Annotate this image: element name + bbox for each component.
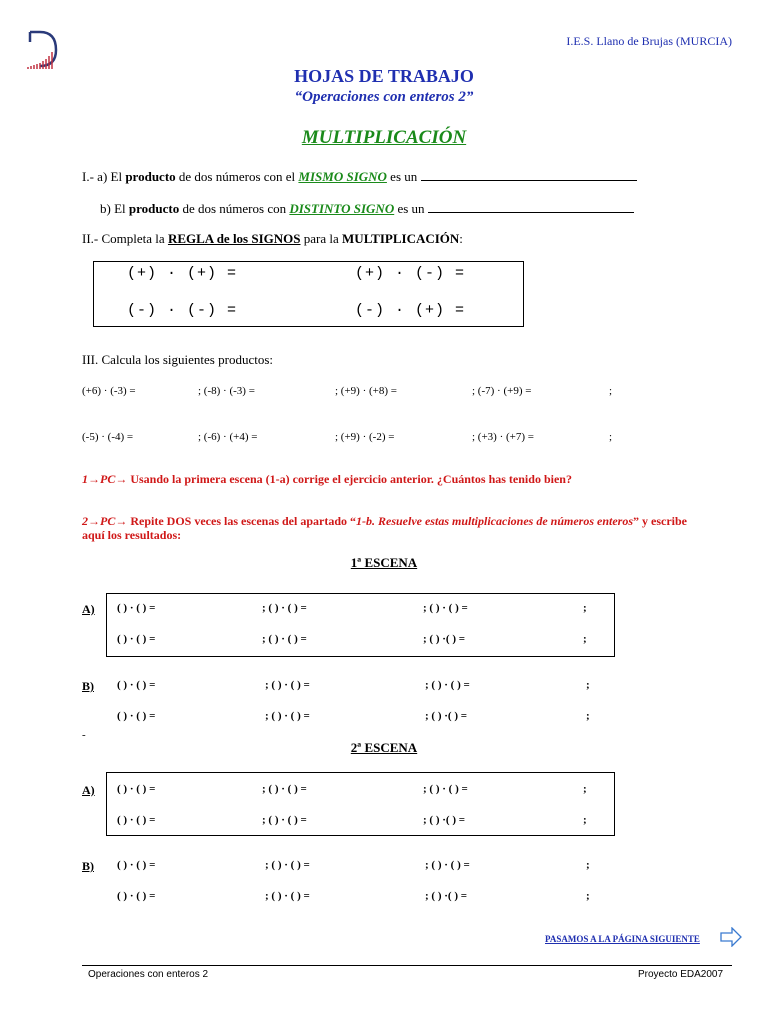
product-item[interactable]: ; (-8) · (-3) = xyxy=(198,385,255,397)
answer-cell[interactable]: ; ( ) · ( ) = xyxy=(265,679,310,691)
label-b: B) xyxy=(82,859,94,873)
answer-cell[interactable]: ; ( ) ·( ) = xyxy=(423,814,466,826)
label-b: B) xyxy=(82,679,94,693)
product-item[interactable]: (+6) · (-3) = xyxy=(82,385,136,397)
answer-cell[interactable]: ; ( ) · ( ) = xyxy=(265,890,310,902)
answer-blank[interactable] xyxy=(428,201,634,213)
answer-cell[interactable]: ( ) · ( ) = xyxy=(117,710,156,722)
footer-right: Proyecto EDA2007 xyxy=(638,969,724,980)
escena-2-title: 2ª ESCENA xyxy=(350,740,418,755)
answer-cell[interactable]: ( ) · ( ) = xyxy=(117,890,156,902)
product-item[interactable]: ; (-7) · (+9) = xyxy=(472,385,532,397)
separator: ; xyxy=(586,679,590,691)
rule-item[interactable]: (-) · (+) = xyxy=(355,302,466,319)
question-2: II.- Completa la REGLA de los SIGNOS para la MULTIPLICACIÓN: xyxy=(82,231,463,246)
answer-cell[interactable]: ; ( ) · ( ) = xyxy=(262,633,307,645)
answer-blank[interactable] xyxy=(421,169,637,181)
separator: ; xyxy=(609,431,613,443)
stray-mark: - xyxy=(82,729,86,741)
separator: ; xyxy=(586,710,590,722)
separator: ; xyxy=(583,633,587,645)
answer-cell[interactable]: ; ( ) · ( ) = xyxy=(265,859,310,871)
answer-cell[interactable]: ( ) · ( ) = xyxy=(117,602,156,614)
answer-cell[interactable]: ; ( ) · ( ) = xyxy=(262,783,307,795)
next-page-link[interactable]: PASAMOS A LA PÁGINA SIGUIENTE xyxy=(545,934,700,944)
answer-cell[interactable]: ( ) · ( ) = xyxy=(117,783,156,795)
rule-item[interactable]: (+) · (+) = xyxy=(127,265,238,282)
answer-cell[interactable]: ( ) · ( ) = xyxy=(117,633,156,645)
answer-cell[interactable]: ; ( ) · ( ) = xyxy=(262,602,307,614)
label-a: A) xyxy=(82,783,95,797)
product-item[interactable]: ; (+3) · (+7) = xyxy=(472,431,534,443)
separator: ; xyxy=(583,602,587,614)
pc-instruction-2: 2→PC→ Repite DOS veces las escenas del apartado “1-b. Resuelve estas multiplicaciones de números enteros” y escribe aquí los resultados: xyxy=(82,514,687,542)
question-1a: I.- a) El producto de dos números con el MISMO SIGNO es un xyxy=(82,169,637,185)
product-item[interactable]: ; (+9) · (+8) = xyxy=(335,385,397,397)
question-1b: b) El producto de dos números con DISTINTO SIGNO es un xyxy=(100,201,634,217)
answer-cell[interactable]: ; ( ) · ( ) = xyxy=(425,859,470,871)
answer-cell[interactable]: ; ( ) · ( ) = xyxy=(262,814,307,826)
separator: ; xyxy=(583,814,587,826)
separator: ; xyxy=(586,859,590,871)
product-item[interactable]: (-5) · (-4) = xyxy=(82,431,134,443)
school-name: I.E.S. Llano de Brujas (MURCIA) xyxy=(566,34,732,48)
rule-item[interactable]: (-) · (-) = xyxy=(127,302,238,319)
product-item[interactable]: ; (-6) · (+4) = xyxy=(198,431,258,443)
answer-cell[interactable]: ; ( ) · ( ) = xyxy=(423,602,468,614)
footer-left: Operaciones con enteros 2 xyxy=(88,969,209,980)
answer-cell[interactable]: ( ) · ( ) = xyxy=(117,814,156,826)
section-title: MULTIPLICACIÓN xyxy=(301,127,467,148)
answer-cell[interactable]: ; ( ) · ( ) = xyxy=(425,679,470,691)
pc-instruction-1: 1→PC→ Usando la primera escena (1-a) corrige el ejercicio anterior. ¿Cuántos has tenido bien? xyxy=(82,472,572,486)
escena-1-a-box xyxy=(106,593,615,657)
answer-cell[interactable]: ; ( ) · ( ) = xyxy=(265,710,310,722)
answer-cell[interactable]: ( ) · ( ) = xyxy=(117,859,156,871)
answer-cell[interactable]: ( ) · ( ) = xyxy=(117,679,156,691)
answer-cell[interactable]: ; ( ) ·( ) = xyxy=(425,710,468,722)
escena-1-title: 1ª ESCENA xyxy=(350,555,418,570)
rule-item[interactable]: (+) · (-) = xyxy=(355,265,466,282)
page-subtitle: “Operaciones con enteros 2” xyxy=(294,89,474,105)
label-a: A) xyxy=(82,602,95,616)
product-item[interactable]: ; (+9) · (-2) = xyxy=(335,431,395,443)
separator: ; xyxy=(586,890,590,902)
separator: ; xyxy=(583,783,587,795)
page-title: HOJAS DE TRABAJO xyxy=(294,66,474,86)
footer-divider xyxy=(82,965,732,966)
arrow-right-icon[interactable] xyxy=(720,927,742,947)
answer-cell[interactable]: ; ( ) · ( ) = xyxy=(423,783,468,795)
escena-2-a-box xyxy=(106,772,615,836)
answer-cell[interactable]: ; ( ) ·( ) = xyxy=(425,890,468,902)
answer-cell[interactable]: ; ( ) ·( ) = xyxy=(423,633,466,645)
question-3: III. Calcula los siguientes productos: xyxy=(82,352,274,367)
separator: ; xyxy=(609,385,613,397)
